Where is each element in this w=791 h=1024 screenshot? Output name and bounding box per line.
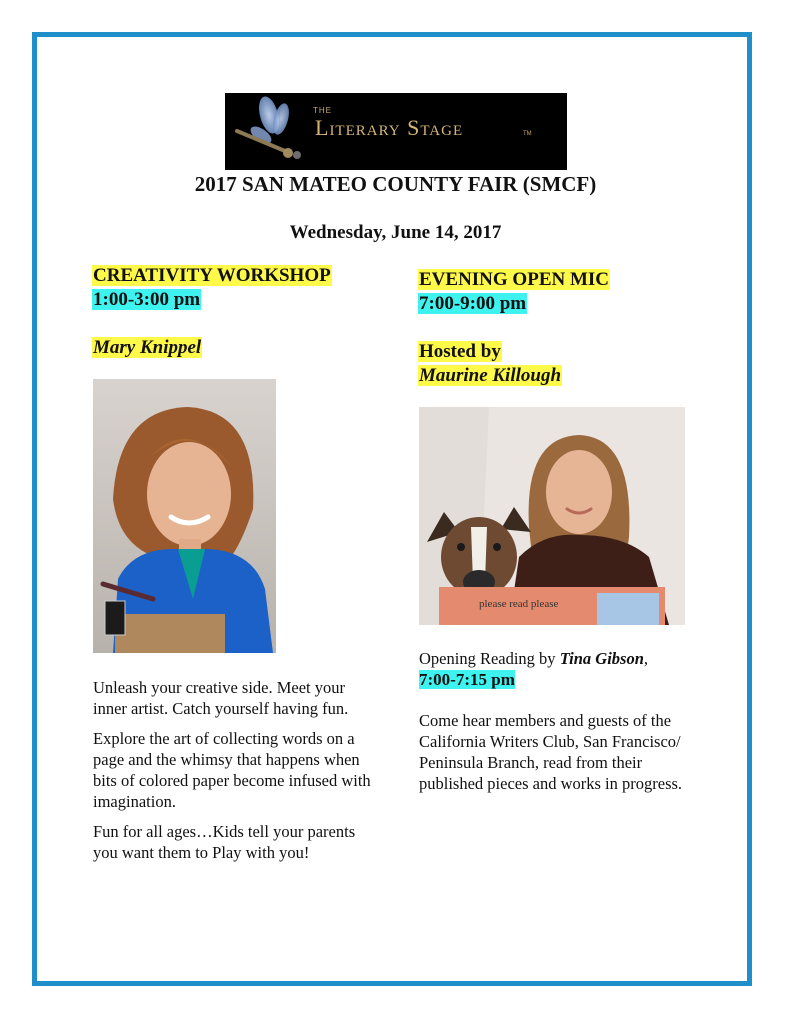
- workshop-heading-block: [92, 264, 332, 312]
- open-mic-description: [419, 710, 709, 803]
- literary-stage-logo: [225, 93, 567, 170]
- maurine-killough-photo: [419, 407, 685, 625]
- opening-reading: [419, 648, 709, 690]
- presenter-block: [92, 336, 202, 360]
- open-mic-heading-block: [418, 268, 610, 316]
- open-mic-time: 7:00-9:00 pm: [419, 293, 527, 314]
- host-name: Maurine Killough: [419, 365, 562, 386]
- workshop-paragraph-1: Unleash your creative side. Meet your inner artist. Catch yourself having fun.: [93, 678, 349, 718]
- open-mic-heading: EVENING OPEN MIC: [419, 269, 610, 290]
- mary-knippel-photo: [93, 379, 276, 653]
- event-date: Wednesday, June 14, 2017: [289, 222, 502, 243]
- opening-reader: Tina Gibson: [559, 649, 644, 668]
- hosted-by-label: Hosted by: [419, 341, 501, 362]
- presenter-name: Mary Knippel: [93, 337, 202, 358]
- workshop-time: 1:00-3:00 pm: [93, 289, 201, 310]
- workshop-paragraph-3: Fun for all ages…Kids tell your parents you want them to Play with you!: [93, 822, 356, 862]
- opening-time: 7:00-7:15 pm: [419, 670, 515, 689]
- book-cover-text: please read please: [479, 598, 559, 610]
- dragonfly-icon: [225, 93, 315, 170]
- workshop-paragraph-2: Explore the art of collecting words on a page and the whimsy that happens when bits of colored paper become infused with imagination.: [93, 729, 371, 811]
- opening-prefix: Opening Reading by: [419, 649, 560, 668]
- opening-suffix: ,: [643, 649, 649, 668]
- host-block: [418, 340, 562, 388]
- logo-name: Literary Stage: [315, 115, 464, 140]
- workshop-description: [93, 677, 378, 872]
- page-title: 2017 SAN MATEO COUNTY FAIR (SMCF): [194, 172, 597, 196]
- workshop-heading: CREATIVITY WORKSHOP: [93, 265, 331, 286]
- open-mic-paragraph: Come hear members and guests of the California Writers Club, San Francisco/ Peninsula Branch, read from their published pieces and works in progress.: [419, 711, 683, 793]
- logo-the: THE: [313, 106, 332, 115]
- logo-tm: TM: [523, 131, 532, 137]
